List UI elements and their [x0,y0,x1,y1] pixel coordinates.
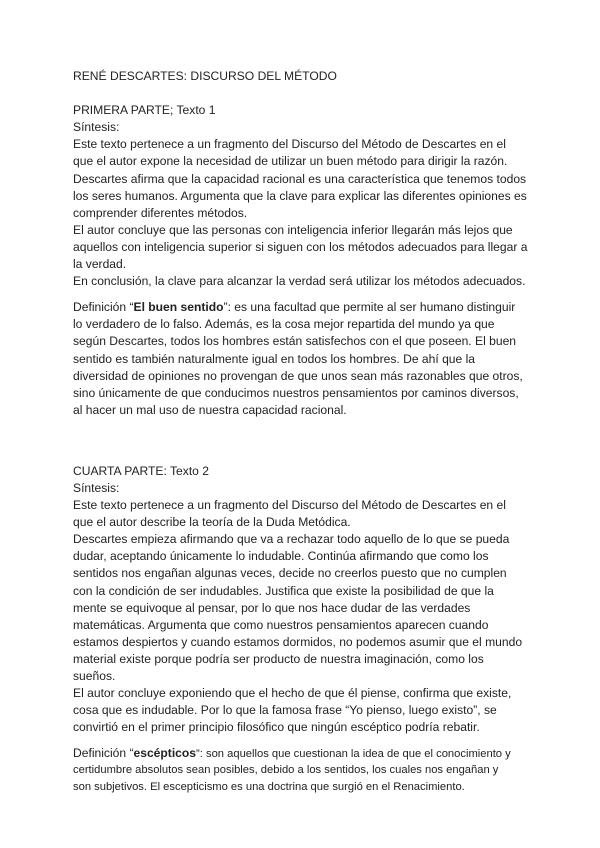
document-title: RENÉ DESCARTES: DISCURSO DEL MÉTODO [73,69,337,83]
text-line: sentido es también naturalmente igual en todos los hombres. De ahí que la [73,351,476,366]
text-line: cosa que es indudable. Por lo que la famosa frase “Yo pienso, luego existo”, se [73,703,497,718]
text-line: Descartes afirma que la capacidad racional es una característica que tenemos todos [73,171,527,186]
definition-term: El buen sentido [133,300,224,315]
text-line: certidumbre absolutos sean posibles, debido a los sentidos, los cuales nos engañan y [73,764,499,777]
part4-synthesis-label: Síntesis: [73,480,120,495]
text-line: sentidos nos engañan algunas veces, decide no creerlos puesto que no cumplen [73,566,507,581]
text-line: con la condición de ser indudables. Justifica que existe la posibilidad de que la [73,583,494,598]
definition-suffix: ”: son aquellos que cuestionan la idea de que el conocimiento y [196,748,511,761]
definition-prefix: Definición “ [73,300,134,315]
text-line: los seres humanos. Argumenta que la clave para explicar las diferentes opiniones es [73,188,527,203]
text-line: que el autor expone la necesidad de utilizar un buen método para dirigir la razón. [73,154,508,169]
definition-term: escépticos [133,746,197,761]
text-line: mente se equivoque al pensar, por lo que nos hace dudar de las verdades [73,600,471,615]
part1-heading: PRIMERA PARTE; Texto 1 [73,103,216,118]
text-line: comprender diferentes métodos. [73,205,248,220]
document-body [73,68,533,795]
text-line: lo verdadero de lo falso. Además, es la cosa mejor repartida del mundo ya que [73,317,495,332]
part4-heading: CUARTA PARTE: Texto 2 [73,463,209,478]
text-line: El autor concluye exponiendo que el hecho de que él piense, confirma que existe, [73,686,512,701]
definition-prefix: Definición “ [73,746,134,761]
text-line: En conclusión, la clave para alcanzar la verdad será utilizar los métodos adecuados. [73,274,526,289]
text-line: que el autor describe la teoría de la Duda Metódica. [73,515,351,530]
part4-definition-first-line [73,745,533,762]
text-line: al hacer un mal uso de nuestra capacidad racional. [73,402,347,417]
text-line: sino únicamente de que conducimos nuestros pensamientos por caminos diversos, [73,385,519,400]
text-line: material existe porque podría ser producto de nuestra imaginación, como los [73,651,484,666]
definition-suffix: ”: es una facultad que permite al ser humano distinguir [223,300,516,315]
text-line: estamos despiertos y cuando estamos dormidos, no podemos asumir que el mundo [73,634,523,649]
text-line: matemáticas. Argumenta que como nuestros pensamientos aparecen cuando [73,617,489,632]
text-line: según Descartes, todos los hombres están satisfechos con el que poseen. El buen [73,334,517,349]
text-line: El autor concluye que las personas con inteligencia inferior llegarán más lejos que [73,222,513,237]
section-part1 [73,102,533,419]
part1-definition-first-line [73,299,533,316]
text-line: sueños. [73,669,116,683]
text-line: Este texto pertenece a un fragmento del Discurso del Método de Descartes en el [73,137,506,152]
text-line: diversidad de opiniones no provengan de que unos sean más razonables que otros, [73,368,523,383]
section-part4 [73,463,533,795]
text-line: Este texto pertenece a un fragmento del Discurso del Método de Descartes en el [73,498,506,513]
text-line: aquellos con inteligencia superior si siguen con los métodos adecuados para llegar a [73,239,528,254]
text-line: la verdad. [73,257,127,272]
text-line: dudar, aceptando únicamente lo indudable. Continúa afirmando que como los [73,549,489,564]
part1-synthesis-label: Síntesis: [73,120,120,135]
text-line: convirtió en el primer principio filosófico que ningún escéptico podría rebatir. [73,720,480,735]
text-line: son subjetivos. El escepticismo es una doctrina que surgió en el Renacimiento. [73,780,465,793]
text-line: Descartes empieza afirmando que va a rechazar todo aquello de lo que se pueda [73,532,510,547]
